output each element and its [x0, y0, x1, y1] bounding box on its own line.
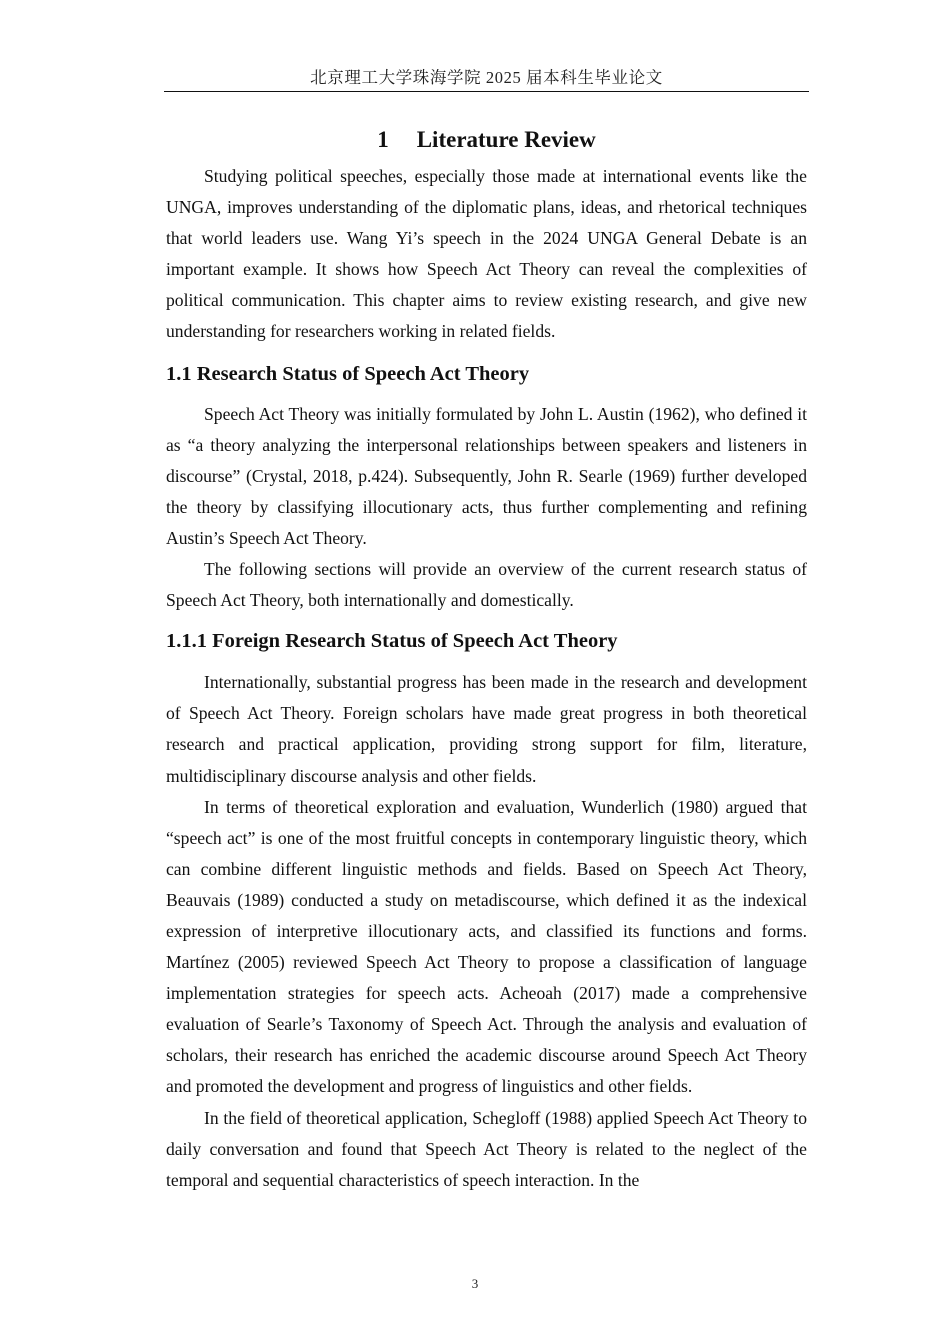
- paragraph: Internationally, substantial progress has been made in the research and development of Speech Act Theory. Foreign scholars have made great progress in both theoretical research and practical application, providing strong support for film, literature, multidisciplinary discourse analysis and other fields.: [166, 672, 807, 786]
- page-number: 3: [471, 1276, 479, 1291]
- chapter-title: [166, 122, 807, 161]
- paragraph: In the field of theoretical application, Schegloff (1988) applied Speech Act Theory to daily conversation and found that Speech Act Theory is related to the neglect of the temporal and sequential characteristics of speech interaction. In the: [166, 1107, 807, 1190]
- paragraph: The following sections will provide an overview of the current research status of Speech Act Theory, both internationally and domestically.: [166, 559, 807, 611]
- header-rule: [164, 91, 809, 92]
- paragraph: Speech Act Theory was initially formulated by John L. Austin (1962), who defined it as “a theory analyzing the interpersonal relationships between speakers and listeners in discourse” (Crystal, 2018, p.424). Subsequently, John R. Searle (1969) further developed the theory by classifying illocutionary acts, thus further complementing and refining Austin’s Speech Act Theory.: [166, 403, 807, 548]
- section-heading-1-1-1: 1.1.1 Foreign Research Status of Speech Act Theory: [166, 630, 618, 653]
- paragraph: In terms of theoretical exploration and evaluation, Wunderlich (1980) argued that “speech act” is one of the most fruitful concepts in contemporary linguistic theory, which can combine different linguistic methods and fields. Based on Speech Act Theory, Beauvais (1989) conducted a study on metadiscourse, which defined it as the indexical expression of interpretive illocutionary acts, and classified its functions and forms. Martínez (2005) reviewed Speech Act Theory to propose a classification of language implementation strategies for speech acts. Acheoah (2017) made a comprehensive evaluation of Searle’s Taxonomy of Speech Act. Through the analysis and evaluation of scholars, their research has enriched the academic discourse around Speech Act Theory and promoted the development and progress of linguistics and other fields.: [166, 796, 807, 1097]
- chapter-title-text: Literature Review: [416, 127, 596, 152]
- section-heading-1-1: 1.1 Research Status of Speech Act Theory: [166, 362, 530, 385]
- page-body: [166, 122, 807, 1196]
- chapter-number: 1: [377, 127, 389, 152]
- intro-paragraph: Studying political speeches, especially those made at international events like the UNGA, improves understanding of the diplomatic plans, ideas, and rhetorical techniques that world leaders use. Wang Yi’s speech in the 2024 UNGA General Debate is an important example. It shows how Speech Act Theory can reveal the complexities of political communication. This chapter aims to review existing research, and give new understanding for researchers working in related fields.: [166, 166, 807, 342]
- running-header: 北京理工大学珠海学院 2025 届本科生毕业论文: [310, 68, 663, 87]
